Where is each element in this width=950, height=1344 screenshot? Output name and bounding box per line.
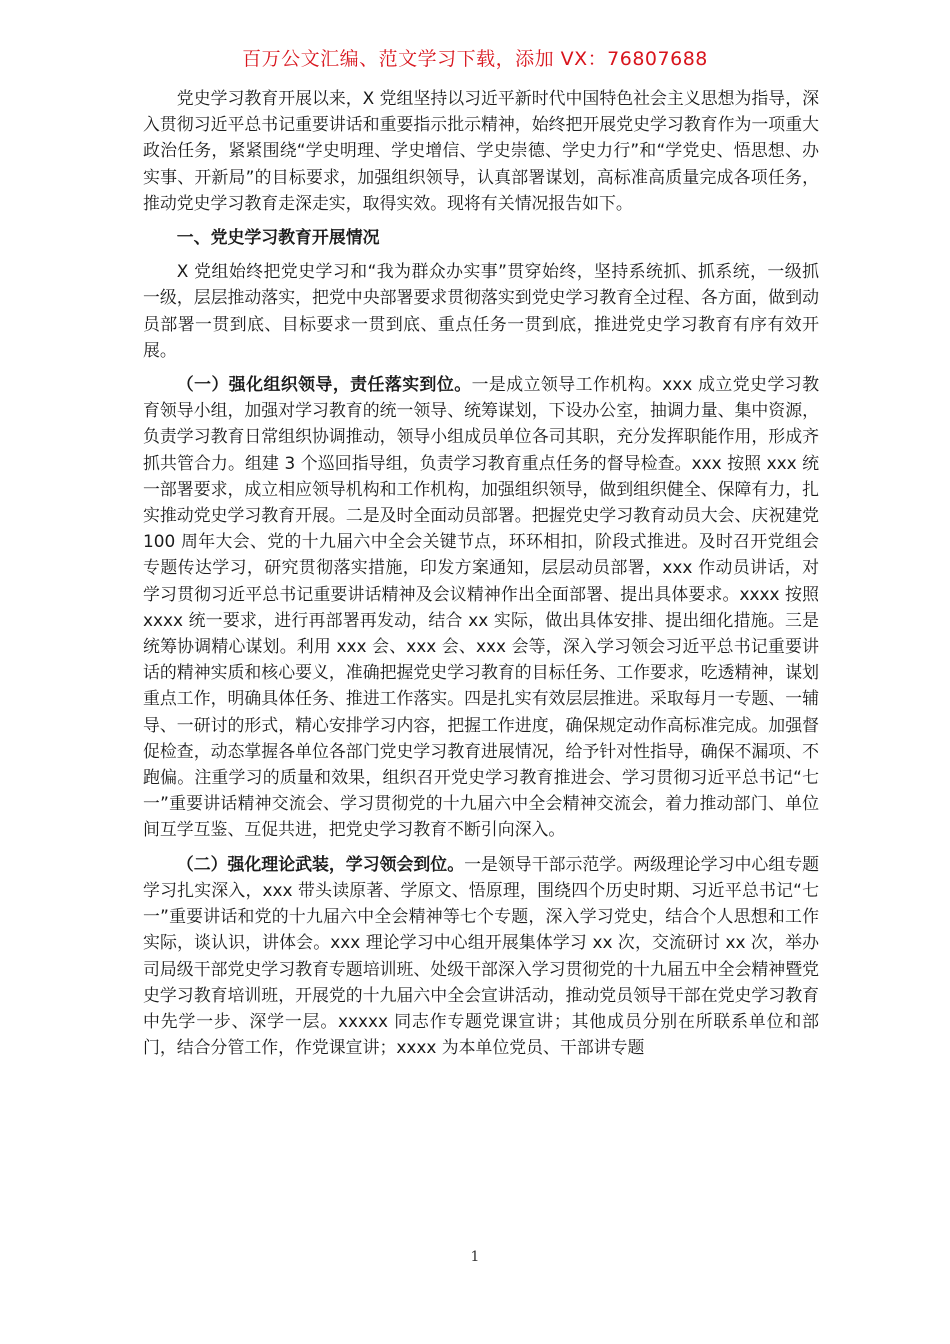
page-number: 1 [470, 1249, 480, 1265]
subsection-2-lead: （二）强化理论武装，学习领会到位。 [176, 853, 465, 874]
subsection-2-body: 一是领导干部示范学。两级理论学习中心组专题学习扎实深入，xxx 带头读原著、学原文、悟原理，围绕四个历史时期、习近平总书记“七一”重要讲话和党的十九届六中全会精神等七个专题，深入学习党史，结合个人思想和工作实际，谈认识，讲体会。xxx 理论学习中心组开展集体学习 xx 次，交流研讨 xx 次，举办司局级干部党史学习教育专题培训班、处级干部深入学习贯彻党的十九届五中全会精神暨党史学习教育培训班，开展党的十九届六中全会宣讲活动，推动党员领导干部在党史学习教育中先学一步、深学一层。xxxxx 同志作专题党课宣讲；其他成员分别在所联系单位和部门，结合分管工作，作党课宣讲；xxxx 为本单位党员、干部讲专题 [143, 853, 820, 1058]
subsection-1-paragraph [143, 371, 819, 843]
subsection-1-lead: （一）强化组织领导，责任落实到位。 [176, 374, 472, 395]
subsection-1-body: 一是成立领导工作机构。xxx 成立党史学习教育领导小组，加强对学习教育的统一领导、统筹谋划，下设办公室，抽调力量、集中资源，负责学习教育日常组织协调推动，领导小组成员单位各司其职，充分发挥职能作用，形成齐抓共管合力。组建 3 个巡回指导组，负责学习教育重点任务的督导检查。xxx 按照 xxx 统一部署要求，成立相应领导机构和工作机构，加强组织领导，做到组织健全、保障有力，扎实推动党史学习教育开展。二是及时全面动员部署。把握党史学习教育动员大会、庆祝建党 100 周年大会、党的十九届六中全会关键节点，环环相扣，阶段式推进。及时召开党组会专题传达学习，研究贯彻落实措施，印发方案通知，层层动员部署，xxx 作动员讲话，对学习贯彻习近平总书记重要讲话精神及会议精神作出全面部署、提出具体要求。xxxx 按照 xxxx 统一要求，进行再部署再发动，结合 xx 实际，做出具体安排、提出细化措施。三是统筹协调精心谋划。利用 xxx 会、xxx 会、xxx 会等，深入学习领会习近平总书记重要讲话的精神实质和核心要义，准确把握党史学习教育的目标任务、工作要求，吃透精神，谋划重点工作，明确具体任务、推进工作落实。四是扎实有效层层推进。采取每月一专题、一辅导、一研讨的形式，精心安排学习内容，把握工作进度，确保规定动作高标准完成。加强督促检查，动态掌握各单位各部门党史学习教育进展情况，给予针对性指导，确保不漏项、不跑偏。注重学习的质量和效果，组织召开党史学习教育推进会、学习贯彻习近平总书记“七一”重要讲话精神交流会、学习贯彻党的十九届六中全会精神交流会，着力推动部门、单位间互学互鉴、互促共进，把党史学习教育不断引向深入。 [143, 374, 820, 840]
section-1-heading: 一、党史学习教育开展情况 [176, 227, 380, 248]
intro-paragraph: 党史学习教育开展以来，X 党组坚持以习近平新时代中国特色社会主义思想为指导，深入贯彻习近平总书记重要讲话和重要指示批示精神，始终把开展党史学习教育作为一项重大政治任务，紧紧围绕“学史明理、学史增信、学史崇德、学史力行”和“学党史、悟思想、办实事、开新局”的目标要求，加强组织领导，认真部署谋划，高标准高质量完成各项任务，推动党史学习教育走深走实，取得实效。现将有关情况报告如下。 [143, 88, 819, 213]
subsection-2-paragraph [143, 851, 819, 1061]
document-body [143, 85, 819, 1068]
section-1-paragraph: X 党组始终把党史学习和“我为群众办实事”贯穿始终，坚持系统抓、抓系统，一级抓一级，层层推动落实，把党中央部署要求贯彻落实到党史学习教育全过程、各方面，做到动员部署一贯到底、目标要求一贯到底、重点任务一贯到底，推进党史学习教育有序有效开展。 [143, 261, 819, 360]
header-banner: 百万公文汇编、范文学习下载，添加 VX：76807688 [242, 48, 708, 70]
